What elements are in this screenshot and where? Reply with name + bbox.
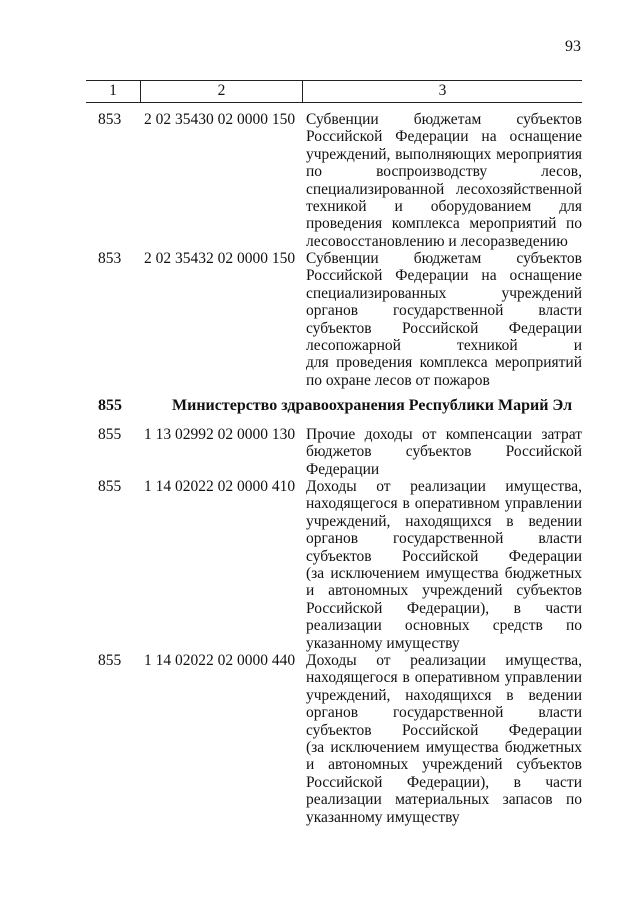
income-name-line: указанному имуществу [306, 634, 460, 652]
income-name-line: и автономных учреждений субъектов [306, 582, 582, 600]
income-name-line: для проведения комплекса мероприятий [306, 354, 582, 372]
kbk-code: 1 14 02022 02 0000 440 [144, 652, 296, 669]
income-name-line: органов государственной власти [306, 704, 582, 722]
income-name-line: Доходы от реализации имущества, [306, 478, 582, 495]
income-name-line: органов государственной власти [306, 530, 582, 548]
income-name [306, 478, 582, 652]
income-name-line: техникой и оборудованием для [306, 197, 582, 215]
income-name-line: находящегося в оперативном управлении [306, 669, 582, 687]
department-code: 855 [98, 397, 122, 414]
income-name-line: субъектов Российской Федерации [306, 547, 582, 565]
income-name-line: учреждений, выполняющих мероприятия [306, 145, 582, 163]
income-name-line: Российской Федерации), в части [306, 773, 582, 791]
income-name-line: проведения комплекса мероприятий по [306, 215, 582, 233]
income-name [306, 250, 582, 389]
income-name-line: органов государственной власти [306, 302, 582, 320]
income-name-line: лесопожарной техникой и [306, 336, 582, 354]
kbk-code: 2 02 35432 02 0000 150 [144, 250, 296, 267]
income-name-line: (за исключением имущества бюджетных [306, 564, 582, 582]
income-name-line: Российской Федерации), в части [306, 599, 582, 617]
income-name-line: и автономных учреждений субъектов [306, 756, 582, 774]
income-name-line: находящегося в оперативном управлении [306, 495, 582, 513]
admin-code: 855 [98, 478, 122, 495]
income-name-line: Прочие доходы от компенсации затрат [306, 426, 582, 443]
income-name-line: реализации материальных запасов по [306, 791, 582, 809]
income-name [306, 652, 582, 826]
kbk-code: 1 14 02022 02 0000 410 [144, 478, 296, 495]
income-name-line: по охране лесов от пожаров [306, 371, 490, 389]
page-number: 93 [565, 38, 581, 55]
department-name: Министерство здравоохранения Республики Марий Эл [172, 397, 573, 414]
income-name-line: по воспроизводству лесов, [306, 163, 582, 181]
kbk-code: 2 02 35430 02 0000 150 [144, 111, 296, 128]
income-name-line: учреждений, находящихся в ведении [306, 686, 582, 704]
income-name-line: Субвенции бюджетам субъектов [306, 111, 582, 128]
income-name [306, 426, 582, 478]
income-name-line: специализированной лесохозяйственной [306, 180, 582, 198]
income-name-line: учреждений, находящихся в ведении [306, 512, 582, 530]
header-col-2: 2 [141, 81, 303, 102]
income-name-line: Российской Федерации на оснащение [306, 267, 582, 285]
income-name-line: Федерации [306, 460, 380, 478]
admin-code: 855 [98, 426, 122, 443]
admin-code: 855 [98, 652, 122, 669]
income-name-line: (за исключением имущества бюджетных [306, 738, 582, 756]
header-col-3: 3 [438, 82, 447, 99]
income-name-line: субъектов Российской Федерации [306, 319, 582, 337]
income-name-line: указанному имуществу [306, 808, 460, 826]
income-name-line: бюджетов субъектов Российской [306, 443, 582, 461]
kbk-code: 1 13 02992 02 0000 130 [144, 426, 296, 443]
income-name-line: специализированных учреждений [306, 284, 582, 302]
income-name-line: Доходы от реализации имущества, [306, 652, 582, 669]
income-name-line: Субвенции бюджетам субъектов [306, 250, 582, 267]
admin-code: 853 [98, 111, 122, 128]
header-col-1: 1 [86, 81, 141, 102]
admin-code: 853 [98, 250, 122, 267]
income-name-line: лесовосстановлению и лесоразведению [306, 232, 568, 250]
table-header-row [86, 80, 582, 103]
income-name-line: Российской Федерации на оснащение [306, 128, 582, 146]
income-name [306, 111, 582, 250]
income-name-line: реализации основных средств по [306, 617, 582, 635]
income-name-line: субъектов Российской Федерации [306, 721, 582, 739]
